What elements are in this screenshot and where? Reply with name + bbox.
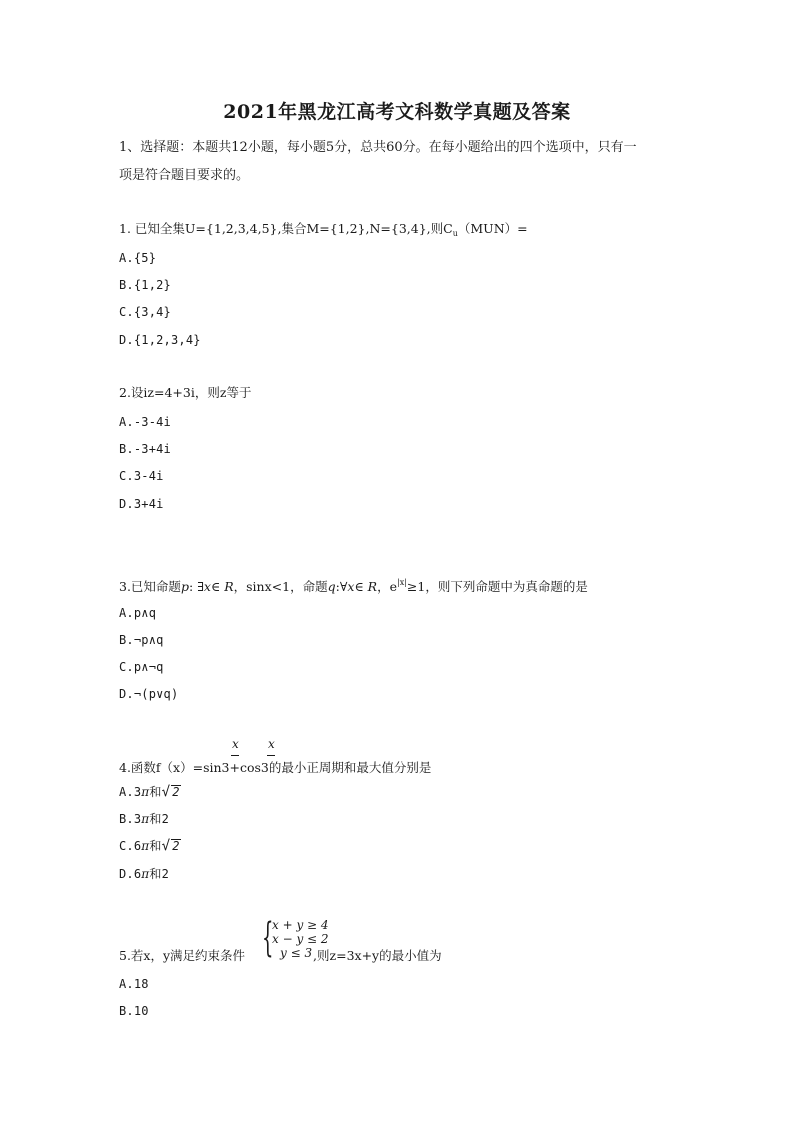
question-4-option-c-and: 和 — [149, 839, 162, 853]
question-4 — [119, 760, 431, 776]
question-4-fraction-1-bar — [231, 755, 239, 756]
pi-symbol: π — [141, 812, 150, 826]
question-1-subscript: u — [452, 229, 458, 238]
question-3-text-b: ，sinx<1，命题 — [233, 579, 328, 594]
question-5-option-b: B.10 — [119, 1004, 149, 1018]
question-3-p: p — [180, 579, 189, 594]
intro-line-1: 1、选择题：本题共12小题，每小题5分，总共60分。在每小题给出的四个选项中，只有一 — [119, 140, 637, 155]
question-4-fraction-2-bar — [267, 755, 275, 756]
question-4-option-c — [119, 838, 181, 854]
question-4-option-b — [119, 811, 169, 827]
question-3-text-c: ，e — [377, 579, 397, 594]
question-4-option-d-label: D.6 — [119, 867, 142, 881]
question-4-option-d-and: 和2 — [149, 867, 169, 881]
question-3-R1: R — [224, 579, 234, 594]
question-2: 2.设iz=4+3i，则z等于 — [119, 385, 252, 400]
question-4-option-c-label: C.6 — [119, 839, 142, 853]
question-3 — [119, 575, 588, 595]
question-3-text-a: 3.已知命题 — [119, 579, 181, 594]
intro-line-2: 项是符合题目要求的。 — [119, 168, 250, 183]
question-5-option-a: A.18 — [119, 977, 149, 991]
question-4-option-a-and: 和 — [149, 785, 162, 799]
question-4-text-b: 的最小正周期和最大值分别是 — [268, 760, 432, 775]
question-4-plus-cos: +cos — [229, 760, 261, 775]
question-4-fraction-1-numerator: x — [232, 737, 239, 751]
question-4-option-b-label: B.3 — [119, 812, 142, 826]
question-3-option-b: B.¬p∧q — [119, 633, 164, 647]
question-3-text-d: ≥1，则下列命题中为真命题的是 — [406, 579, 588, 594]
question-1-option-a: A.{5} — [119, 251, 157, 265]
question-4-option-a-radicand: 2 — [172, 785, 180, 799]
constraint-1: x + y ≥ 4 — [272, 918, 329, 932]
question-1-option-d: D.{1,2,3,4} — [119, 333, 201, 347]
question-1-option-c: C.{3,4} — [119, 305, 171, 319]
pi-symbol: π — [141, 839, 150, 853]
question-3-option-c: C.p∧¬q — [119, 660, 164, 674]
question-4-option-c-radicand: 2 — [172, 839, 180, 853]
question-2-option-c: C.3-4i — [119, 469, 164, 483]
question-3-option-a: A.p∧q — [119, 606, 157, 620]
question-4-option-b-and: 和2 — [149, 812, 169, 826]
question-3-R2: R — [367, 579, 378, 594]
question-3-exponent: |x| — [397, 578, 407, 587]
question-3-x2: x — [347, 579, 355, 594]
question-5-text-a: 5.若x，y满足约束条件 — [119, 948, 246, 963]
constraint-3: y ≤ 3 — [280, 946, 313, 960]
page-title: 2021年黑龙江高考文科数学真题及答案 — [223, 101, 571, 123]
question-4-option-d — [119, 866, 169, 882]
pi-symbol: π — [141, 867, 150, 881]
question-2-option-d: D.3+4i — [119, 497, 164, 511]
question-4-fraction-2-numerator: x — [268, 737, 275, 751]
constraint-2: x − y ≤ 2 — [272, 932, 329, 946]
question-3-option-d: D.¬(p∨q) — [119, 687, 179, 701]
question-2-option-a: A.-3-4i — [119, 415, 171, 429]
sqrt-icon: √ — [161, 784, 171, 800]
question-3-in-1: ∈ — [210, 579, 225, 594]
question-3-colon-1: : ∃ — [188, 579, 204, 594]
question-1-text-b: （MUN）= — [457, 221, 528, 236]
question-1 — [119, 221, 528, 242]
sqrt-icon: √ — [161, 838, 171, 854]
question-4-text-a: 4.函数f（x）=sin — [119, 760, 222, 775]
question-5 — [119, 948, 442, 964]
question-3-colon-2: :∀ — [335, 579, 348, 594]
question-3-x1: x — [203, 579, 211, 594]
question-4-fraction-2-denominator: 3 — [260, 760, 269, 775]
question-5-text-b: ,则z=3x+y的最小值为 — [313, 948, 442, 963]
question-1-option-b: B.{1,2} — [119, 278, 171, 292]
question-4-option-a — [119, 784, 181, 800]
question-4-fraction-1-denominator: 3 — [221, 760, 230, 775]
question-4-option-a-label: A.3 — [119, 785, 142, 799]
question-3-in-2: ∈ — [354, 579, 368, 594]
question-3-q: q — [327, 579, 336, 594]
question-1-text-a: 1. 已知全集U={1,2,3,4,5},集合M={1,2},N={3,4},则C — [119, 221, 453, 236]
question-2-option-b: B.-3+4i — [119, 442, 171, 456]
pi-symbol: π — [141, 785, 150, 799]
brace-icon: { — [262, 915, 274, 961]
